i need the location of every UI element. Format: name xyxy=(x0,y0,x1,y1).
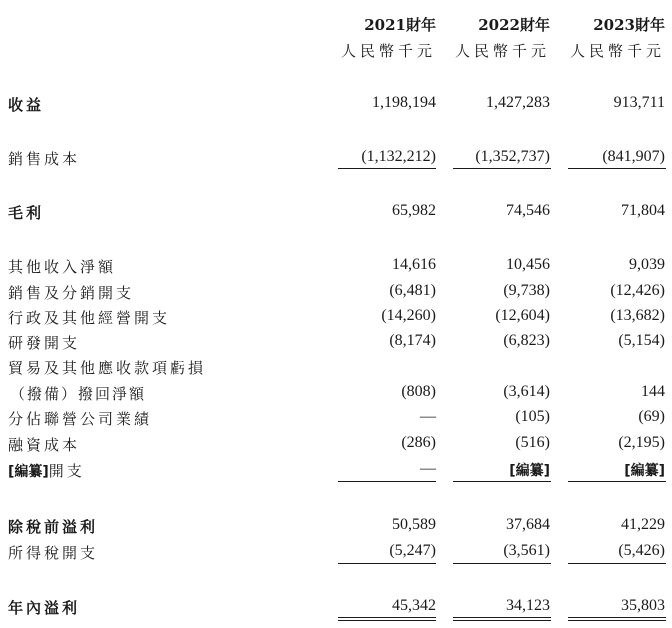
row-label-line2: （撥備）撥回淨額 xyxy=(10,385,147,403)
value-2023: 913,711 xyxy=(613,94,665,111)
row-label: 分佔聯營公司業績 xyxy=(8,410,153,428)
value-2022: (516) xyxy=(515,434,550,451)
value-2021: 14,616 xyxy=(392,256,436,273)
value-2022: (12,604) xyxy=(495,307,550,324)
row-label: 除稅前溢利 xyxy=(8,518,99,536)
value-2023: 41,229 xyxy=(621,516,665,533)
value-2021: (8,174) xyxy=(389,332,436,349)
row-label: 研發開支 xyxy=(8,334,81,352)
row-label: 毛利 xyxy=(8,204,45,222)
value-2021: (5,247) xyxy=(389,542,436,559)
value-2022: 1,427,283 xyxy=(486,94,550,111)
row-admin-expenses xyxy=(0,307,672,331)
row-other-income xyxy=(0,256,672,280)
underline xyxy=(338,168,436,169)
value-2021: (6,481) xyxy=(389,282,436,299)
underline xyxy=(568,168,666,169)
value-2022: [編纂] xyxy=(509,463,550,479)
value-2023: (69) xyxy=(638,408,665,425)
value-2021: (286) xyxy=(401,434,436,451)
row-associates xyxy=(0,408,672,432)
value-2023: 35,803 xyxy=(621,597,665,614)
value-2021: — xyxy=(420,460,436,477)
header-unit-2022: 人民幣千元 xyxy=(454,42,550,60)
underline xyxy=(338,481,436,482)
underline xyxy=(568,481,666,482)
header-unit-2023: 人民幣千元 xyxy=(569,42,665,60)
header-unit-2021: 人民幣千元 xyxy=(340,42,436,60)
value-2022: 10,456 xyxy=(506,256,550,273)
underline xyxy=(568,563,666,564)
value-2023: 71,804 xyxy=(621,202,665,219)
double-underline xyxy=(453,617,551,621)
value-2022: 74,546 xyxy=(506,202,550,219)
row-impairment xyxy=(0,383,672,407)
row-gross-profit xyxy=(0,202,672,226)
row-rd-expenses xyxy=(0,332,672,356)
row-label-line1: 貿易及其他應收款項虧損 xyxy=(8,359,207,377)
value-2021: 50,589 xyxy=(392,516,436,533)
row-label: 年內溢利 xyxy=(8,599,81,617)
row-finance-costs xyxy=(0,434,672,458)
value-2023: 144 xyxy=(641,383,665,400)
row-label: 收益 xyxy=(8,96,45,114)
row-label xyxy=(8,460,85,481)
row-label: 所得稅開支 xyxy=(8,544,99,562)
value-2021: (14,260) xyxy=(381,307,436,324)
value-2021: 1,198,194 xyxy=(372,94,436,111)
row-revenue xyxy=(0,94,672,118)
value-2023: 9,039 xyxy=(629,256,665,273)
double-underline xyxy=(338,617,436,621)
underline xyxy=(453,563,551,564)
row-label: 融資成本 xyxy=(8,436,81,454)
value-2023: (5,154) xyxy=(618,332,665,349)
redacted-label-suffix: 開支 xyxy=(48,462,85,480)
row-label: 其他收入淨額 xyxy=(8,258,117,276)
value-2021: 45,342 xyxy=(392,597,436,614)
value-2022: (9,738) xyxy=(503,282,550,299)
redacted-label-prefix: [編纂] xyxy=(8,464,49,480)
underline xyxy=(453,168,551,169)
value-2023: (841,907) xyxy=(602,148,665,165)
value-2021: (808) xyxy=(401,383,436,400)
value-2023: [編纂] xyxy=(624,463,665,479)
row-label: 銷售成本 xyxy=(8,150,81,168)
value-2022: 37,684 xyxy=(506,516,550,533)
row-label: 銷售及分銷開支 xyxy=(8,284,135,302)
row-selling-expenses xyxy=(0,282,672,306)
value-2023: (12,426) xyxy=(610,282,665,299)
header-year-2021: 2021財年 xyxy=(364,16,436,34)
value-2021: — xyxy=(420,408,436,425)
underline xyxy=(453,481,551,482)
header-year-2022: 2022財年 xyxy=(478,16,550,34)
underline xyxy=(338,563,436,564)
row-profit-before-tax xyxy=(0,516,672,540)
value-2022: 34,123 xyxy=(506,597,550,614)
value-2023: (13,682) xyxy=(610,307,665,324)
row-impairment-label xyxy=(0,357,672,381)
value-2023: (5,426) xyxy=(618,542,665,559)
value-2022: (3,614) xyxy=(503,383,550,400)
header-year-2023: 2023財年 xyxy=(593,16,665,34)
row-label: 行政及其他經營開支 xyxy=(8,309,171,327)
value-2023: (2,195) xyxy=(618,434,665,451)
value-2022: (1,352,737) xyxy=(475,148,550,165)
value-2021: (1,132,212) xyxy=(361,148,436,165)
value-2022: (105) xyxy=(515,408,550,425)
double-underline xyxy=(568,617,666,621)
value-2021: 65,982 xyxy=(392,202,436,219)
value-2022: (6,823) xyxy=(503,332,550,349)
value-2022: (3,561) xyxy=(503,542,550,559)
